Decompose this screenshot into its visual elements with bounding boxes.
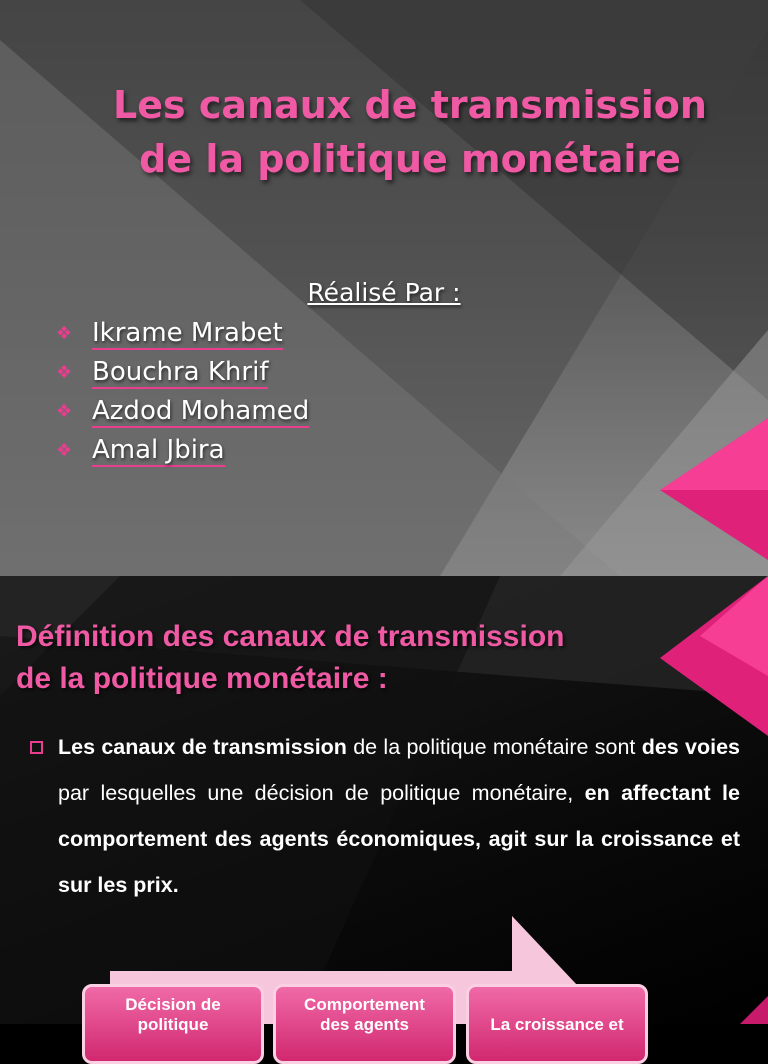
title-line-1: Définition des canaux de transmission	[16, 620, 565, 653]
flow-box-croissance	[466, 984, 648, 1064]
flow-box-line: La croissance et	[490, 1015, 624, 1034]
author-name: Ikrame Mrabet	[92, 317, 283, 348]
square-bullet-icon	[30, 741, 43, 754]
author-name: Azdod Mohamed	[92, 395, 310, 426]
slide-definition	[0, 576, 768, 1034]
bold-text: en affectant le comportement des agents économiques, agit sur la croissance et sur les prix.	[58, 781, 740, 897]
bold-text: Les canaux de transmission	[58, 735, 347, 759]
diamond-bullet-icon: ❖	[56, 323, 73, 344]
bold-text: des voies	[641, 735, 741, 759]
paragraph-text: par lesquelles une décision de politique monétaire,	[58, 781, 585, 805]
flow-box-line: politique	[137, 1015, 209, 1034]
paragraph-text: de la politique monétaire sont	[346, 735, 642, 759]
author-name: Bouchra Khrif	[92, 356, 269, 387]
flow-box-comportement	[273, 984, 456, 1064]
list-item	[56, 314, 309, 353]
authors-list	[56, 314, 309, 470]
diamond-bullet-icon: ❖	[56, 362, 73, 383]
diamond-bullet-icon: ❖	[56, 401, 73, 422]
definition-paragraph	[58, 724, 740, 908]
list-item	[56, 353, 309, 392]
list-item	[56, 392, 309, 431]
flow-box-line: Décision de	[125, 995, 221, 1014]
flow-box-decision	[82, 984, 264, 1064]
presentation-title	[60, 78, 760, 186]
author-name: Amal Jbira	[92, 434, 225, 465]
diamond-bullet-icon: ❖	[56, 440, 73, 461]
slide-title	[16, 616, 756, 700]
title-line-1: Les canaux de transmission	[113, 83, 707, 127]
flow-box-line: des agents	[320, 1015, 409, 1034]
list-item	[56, 431, 309, 470]
flow-box-line: Comportement	[304, 995, 425, 1014]
title-line-2: de la politique monétaire :	[16, 662, 388, 695]
title-line-2: de la politique monétaire	[139, 137, 681, 181]
realise-par-label: Réalisé Par :	[307, 278, 461, 307]
